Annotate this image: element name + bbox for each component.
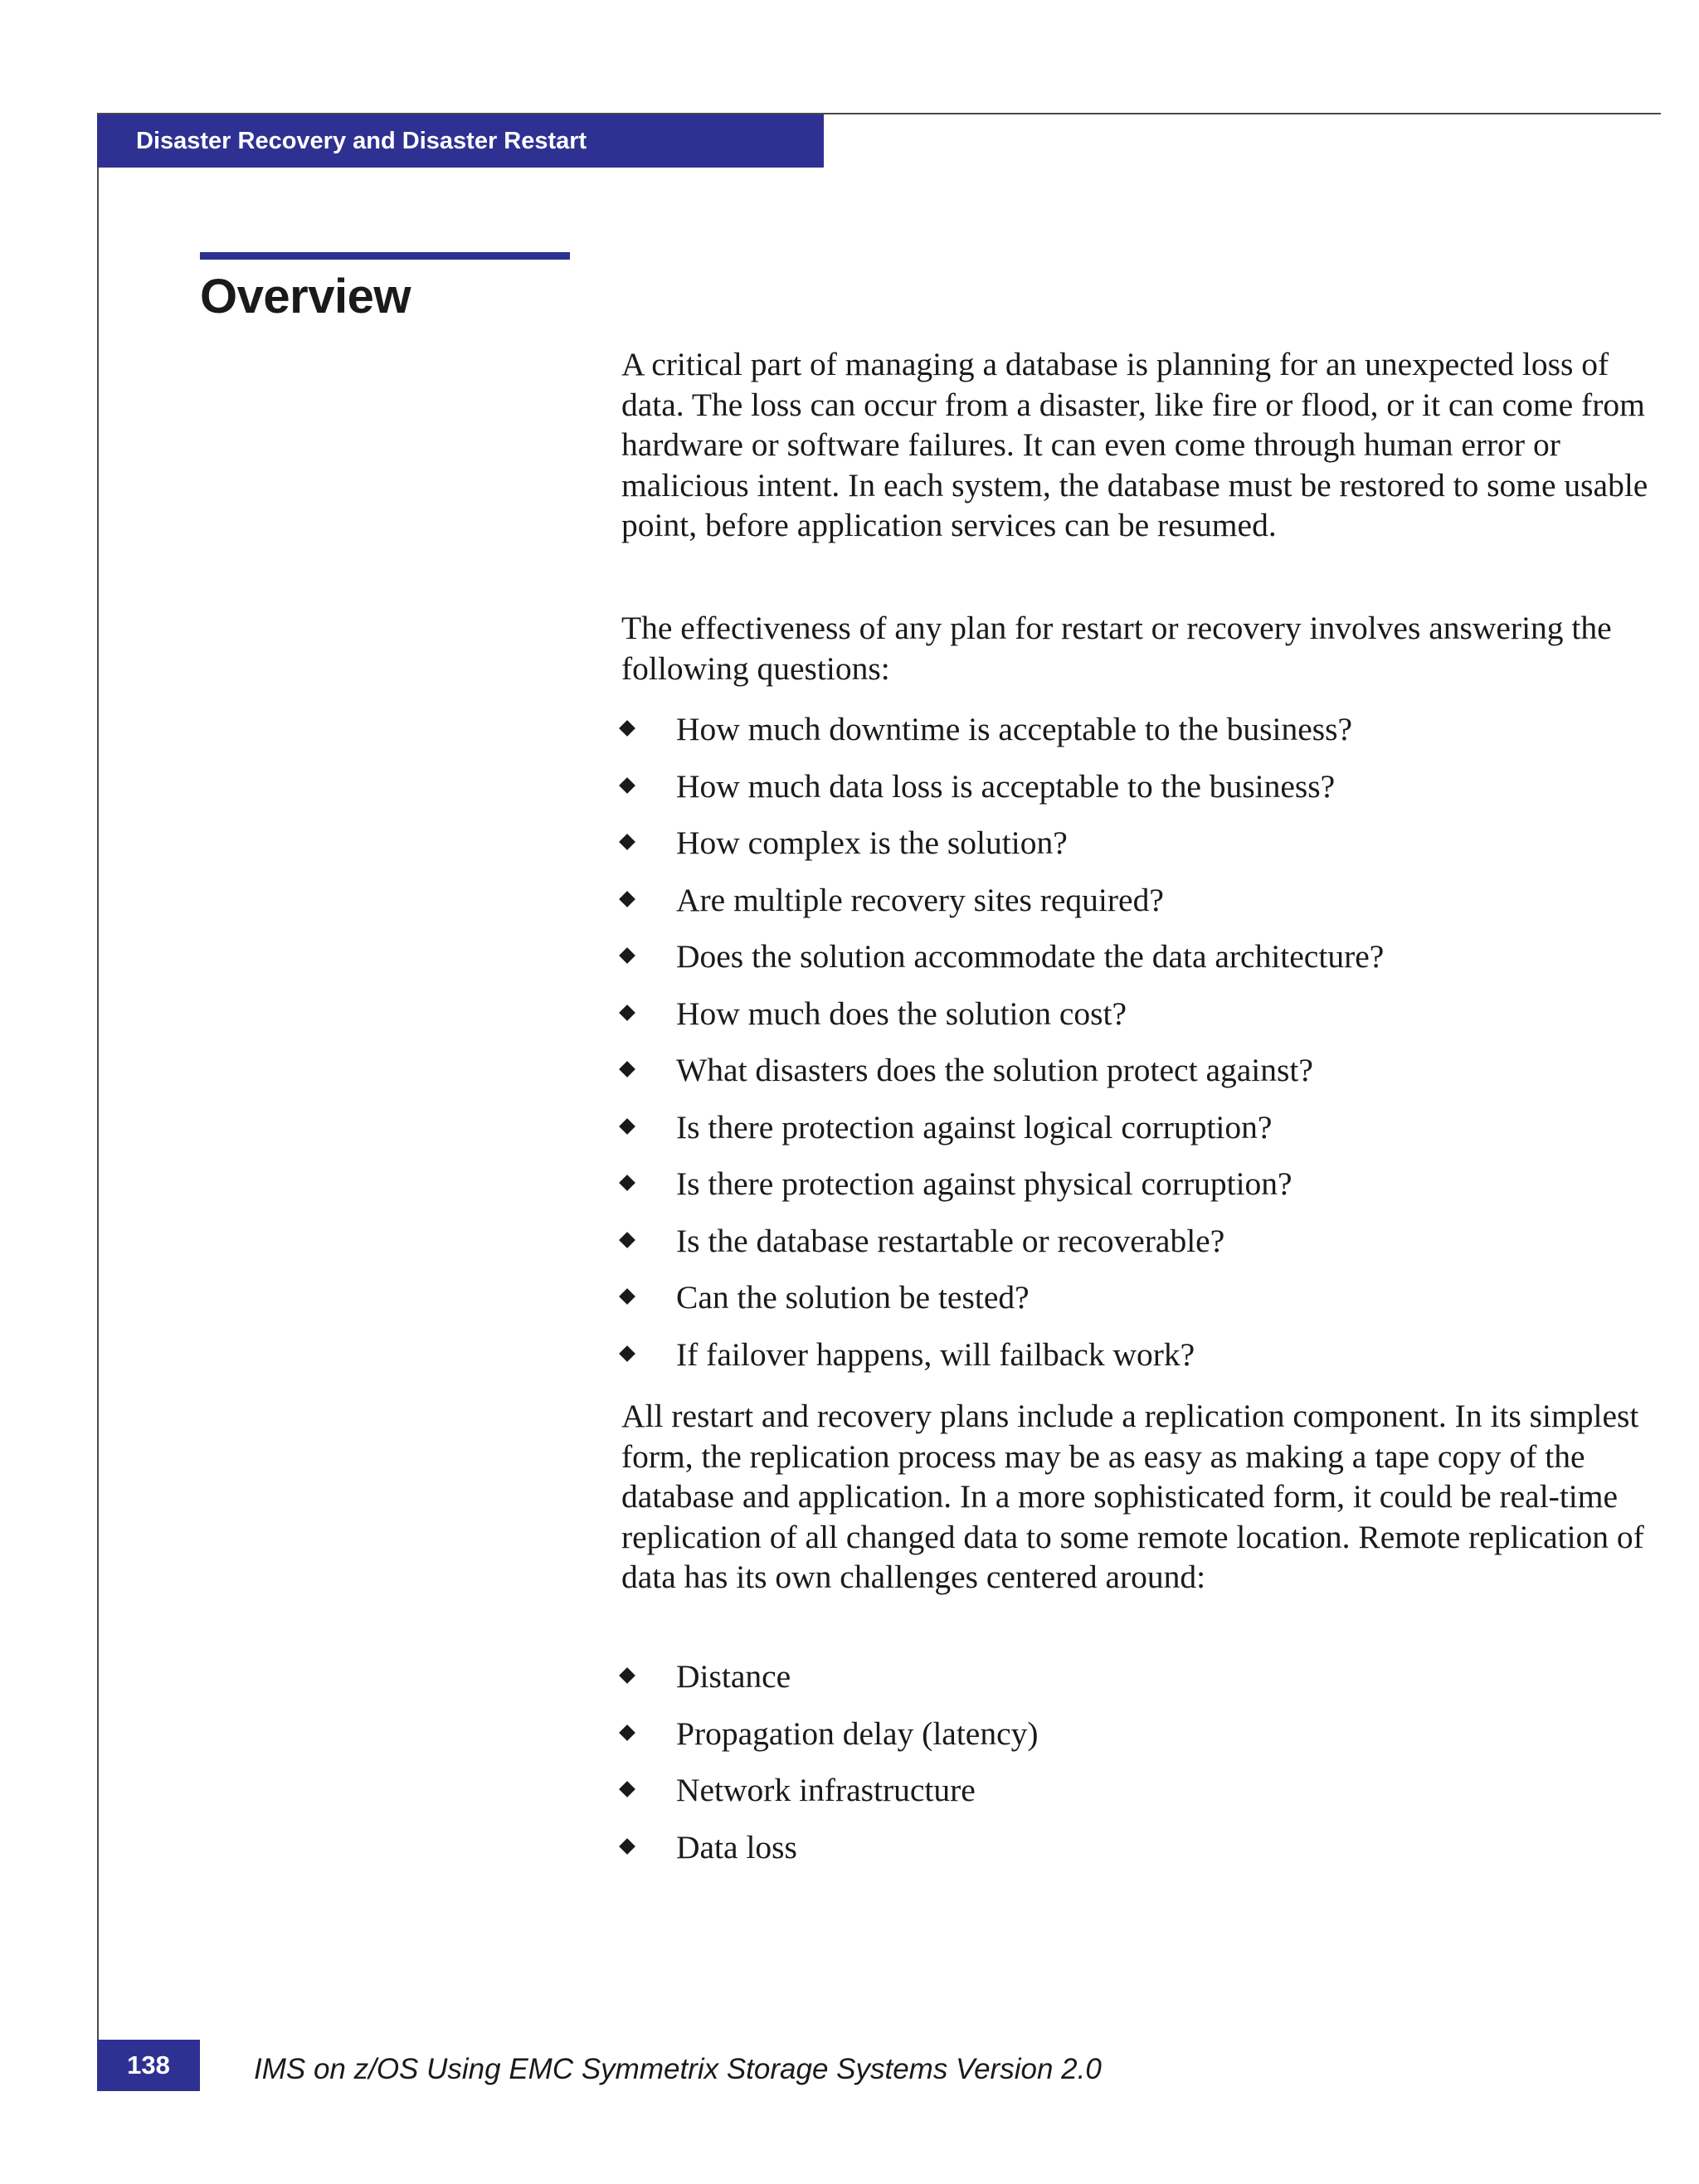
paragraph-questions-lead: The effectiveness of any plan for restart or recovery involves answering the following questions: bbox=[621, 610, 1612, 687]
diamond-bullet-icon bbox=[619, 1232, 635, 1248]
list-item-text: Is there protection against logical corruption? bbox=[676, 1108, 1273, 1146]
list-item bbox=[621, 1050, 1661, 1107]
list-item-text: Network infrastructure bbox=[676, 1772, 976, 1808]
list-item-text: If failover happens, will failback work? bbox=[676, 1335, 1195, 1373]
diamond-bullet-icon bbox=[619, 1118, 635, 1135]
list-item-text: Distance bbox=[676, 1658, 791, 1695]
list-item-text: How much does the solution cost? bbox=[676, 995, 1127, 1032]
diamond-bullet-icon bbox=[619, 1004, 635, 1021]
diamond-bullet-icon bbox=[619, 1724, 635, 1741]
list-item-text: What disasters does the solution protect against? bbox=[676, 1052, 1313, 1088]
diamond-bullet-icon bbox=[619, 1667, 635, 1684]
list-item bbox=[621, 1107, 1661, 1165]
list-item-text: Are multiple recovery sites required? bbox=[676, 881, 1164, 918]
list-item bbox=[621, 766, 1661, 824]
list-item-text: How complex is the solution? bbox=[676, 824, 1068, 861]
list-item bbox=[621, 1827, 1661, 1885]
paragraph-intro: A critical part of managing a database is planning for an unexpected loss of data. The loss can occur from a disaster, like fire or flood, or it can come from hardware or software failures. It can even come through human error or malicious intent. In each system, the database must be restored to some usable point, before application services can be resumed. bbox=[621, 346, 1648, 543]
list-item bbox=[621, 994, 1661, 1051]
list-item bbox=[621, 1221, 1661, 1278]
footer-book-title: IMS on z/OS Using EMC Symmetrix Storage Systems Version 2.0 bbox=[254, 2053, 1102, 2085]
list-item-text: Is there protection against physical corruption? bbox=[676, 1165, 1293, 1202]
list-item bbox=[621, 709, 1661, 766]
list-item bbox=[621, 1770, 1661, 1827]
section-heading: Overview bbox=[200, 270, 411, 323]
list-item bbox=[621, 1277, 1661, 1335]
paragraph-replication: All restart and recovery plans include a replication component. In its simplest form, the replication process may be as easy as making a tape copy of the database and application. In a more sophisticated form, it could be real-time replication of all changed data to some remote location. Remote replication of data has its own challenges centered around: bbox=[621, 1398, 1644, 1595]
diamond-bullet-icon bbox=[619, 1838, 635, 1855]
diamond-bullet-icon bbox=[619, 1781, 635, 1797]
diamond-bullet-icon bbox=[619, 1345, 635, 1362]
list-item bbox=[621, 823, 1661, 880]
challenges-list bbox=[621, 1656, 1661, 1884]
diamond-bullet-icon bbox=[619, 834, 635, 850]
list-item bbox=[621, 1335, 1661, 1392]
list-item-text: Data loss bbox=[676, 1828, 797, 1865]
list-item-text: How much downtime is acceptable to the business? bbox=[676, 711, 1353, 747]
list-item bbox=[621, 1164, 1661, 1221]
list-item bbox=[621, 1714, 1661, 1771]
list-item-text: Does the solution accommodate the data architecture? bbox=[676, 938, 1385, 975]
diamond-bullet-icon bbox=[619, 720, 635, 737]
diamond-bullet-icon bbox=[619, 1061, 635, 1077]
margin-rule bbox=[97, 113, 99, 2091]
list-item-text: Is the database restartable or recoverable? bbox=[676, 1222, 1225, 1259]
questions-list bbox=[621, 709, 1661, 1391]
page-number: 138 bbox=[97, 2040, 200, 2091]
diamond-bullet-icon bbox=[619, 891, 635, 907]
diamond-bullet-icon bbox=[619, 1288, 635, 1305]
diamond-bullet-icon bbox=[619, 947, 635, 964]
list-item-text: How much data loss is acceptable to the business? bbox=[676, 767, 1336, 805]
heading-accent-bar bbox=[200, 252, 570, 260]
list-item bbox=[621, 936, 1661, 994]
diamond-bullet-icon bbox=[619, 777, 635, 794]
diamond-bullet-icon bbox=[619, 1175, 635, 1191]
list-item bbox=[621, 1656, 1661, 1714]
list-item-text: Propagation delay (latency) bbox=[676, 1715, 1039, 1752]
chapter-title-tab: Disaster Recovery and Disaster Restart bbox=[97, 114, 824, 168]
list-item-text: Can the solution be tested? bbox=[676, 1279, 1030, 1316]
list-item bbox=[621, 880, 1661, 937]
